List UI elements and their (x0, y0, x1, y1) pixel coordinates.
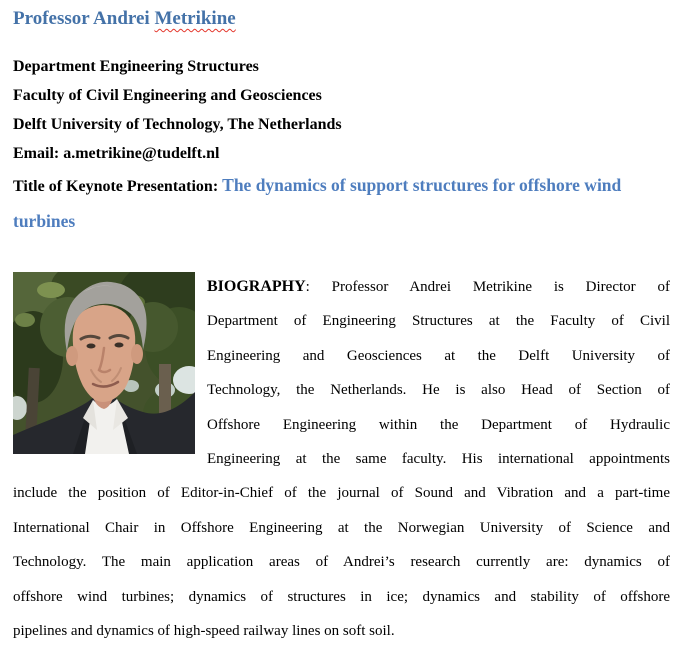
bio-line: Technology. The main application areas of Andrei’s research currently are: dynamics of (13, 554, 670, 571)
bio-line: Offshore Engineering within the Department of Hydraulic (207, 416, 670, 433)
bio-line-text: : Professor Andrei Metrikine is Director of (305, 279, 670, 295)
bio-line: pipelines and dynamics of high-speed railway lines on soft soil. (13, 623, 395, 640)
professor-photo (13, 272, 195, 454)
info-line-email: Email: a.metrikine@tudelft.nl (13, 145, 220, 162)
page-title (13, 6, 670, 32)
biography-heading: BIOGRAPHY (207, 278, 306, 295)
contact-info-block (13, 52, 670, 240)
bio-line: Engineering and Geosciences at the Delft University of (207, 347, 670, 364)
keynote-title: The dynamics of support structures for offshore wind turbines (13, 175, 622, 231)
bio-line: Engineering at the same faculty. His international appointments (207, 451, 670, 468)
keynote-paragraph (13, 168, 670, 240)
keynote-label: Title of Keynote Presentation: (13, 178, 219, 195)
professor-photo-illustration (13, 272, 195, 454)
bio-line: International Chair in Offshore Engineering at the Norwegian University of Science and (13, 519, 670, 536)
bio-line: Technology, the Netherlands. He is also Head of Section of (207, 382, 670, 399)
info-line-university: Delft University of Technology, The Netherlands (13, 116, 342, 133)
bio-line: offshore wind turbines; dynamics of structures in ice; dynamics and stability of offshore (13, 588, 670, 605)
info-line-department: Department Engineering Structures (13, 58, 259, 75)
bio-line: Department of Engineering Structures at the Faculty of Civil (207, 313, 670, 330)
info-line-faculty: Faculty of Civil Engineering and Geosciences (13, 87, 322, 104)
bio-line: include the position of Editor-in-Chief of the journal of Sound and Vibration and a part-time (13, 485, 670, 502)
page-title-prefix: Professor Andrei (13, 8, 150, 29)
page-title-name-spellcheck: Metrikine (154, 8, 236, 29)
biography-section (13, 270, 670, 647)
